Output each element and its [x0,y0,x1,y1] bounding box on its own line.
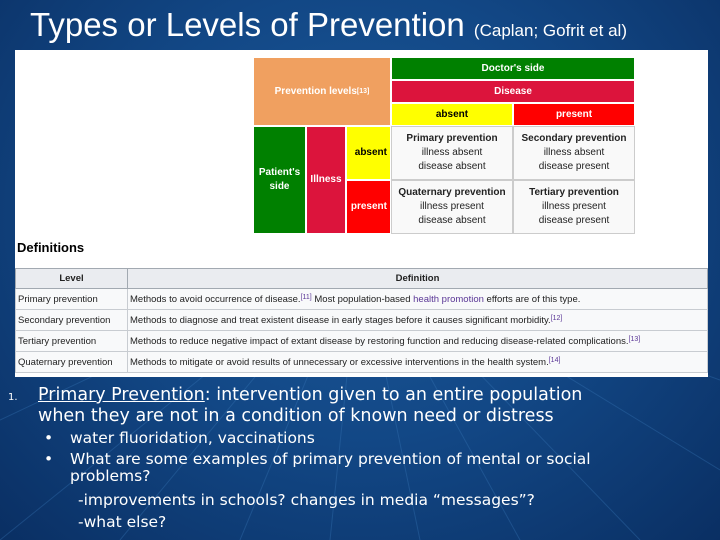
content-image [15,50,708,377]
point-line-2: when they are not in a condition of known need or distress [38,406,554,426]
primary-cell: Primary prevention illness absent disease absent [391,126,513,180]
illness-header: Illness [306,126,346,234]
slide-title: Types or Levels of Prevention (Caplan; Gofrit et al) [30,6,627,43]
definition: Methods to reduce negative impact of extant disease by restoring function and reducing disease-related complications.[13] [128,331,708,352]
bullet-continuation: problems? [70,467,151,485]
bullet-item: • What are some examples of primary prevention of mental or social [44,450,591,468]
list-number: 1. [8,392,18,403]
quaternary-cell: Quaternary prevention illness present disease absent [391,180,513,234]
level: Primary prevention [16,289,128,310]
sub-line: -improvements in schools? changes in media “messages”? [78,491,535,509]
patient-side-header: Patient's side [253,126,306,234]
table-row [16,310,708,331]
level: Tertiary prevention [16,331,128,352]
definitions-table [15,268,708,373]
definition: Methods to mitigate or avoid results of unnecessary or excessive interventions in the health system.[14] [128,352,708,373]
prevention-matrix [253,57,635,234]
point-line-1: Primary Prevention: intervention given to an entire population [38,385,583,405]
disease-header: Disease [391,80,635,103]
table-row [16,331,708,352]
table-row [16,289,708,310]
bullet-item: • water fluoridation, vaccinations [44,429,315,447]
health-promotion-link[interactable]: health promotion [413,293,484,305]
disease-absent: absent [391,103,513,126]
disease-present: present [513,103,635,126]
illness-present: present [346,180,391,234]
definitions-heading: Definitions [17,240,85,255]
col-level: Level [16,269,128,289]
doctor-side-header: Doctor's side [391,57,635,80]
table-row [16,352,708,373]
illness-absent: absent [346,126,391,180]
definition: Methods to avoid occurrence of disease.[11] Most population-based health promotion efforts are of this type. [128,289,708,310]
tertiary-cell: Tertiary prevention illness present disease present [513,180,635,234]
sub-line: -what else? [78,513,167,531]
col-definition: Definition [128,269,708,289]
secondary-cell: Secondary prevention illness absent disease present [513,126,635,180]
definition: Methods to diagnose and treat existent disease in early stages before it causes significant morbidity.[12] [128,310,708,331]
level: Quaternary prevention [16,352,128,373]
corner-cell: Prevention levels[13] [253,57,391,126]
level: Secondary prevention [16,310,128,331]
